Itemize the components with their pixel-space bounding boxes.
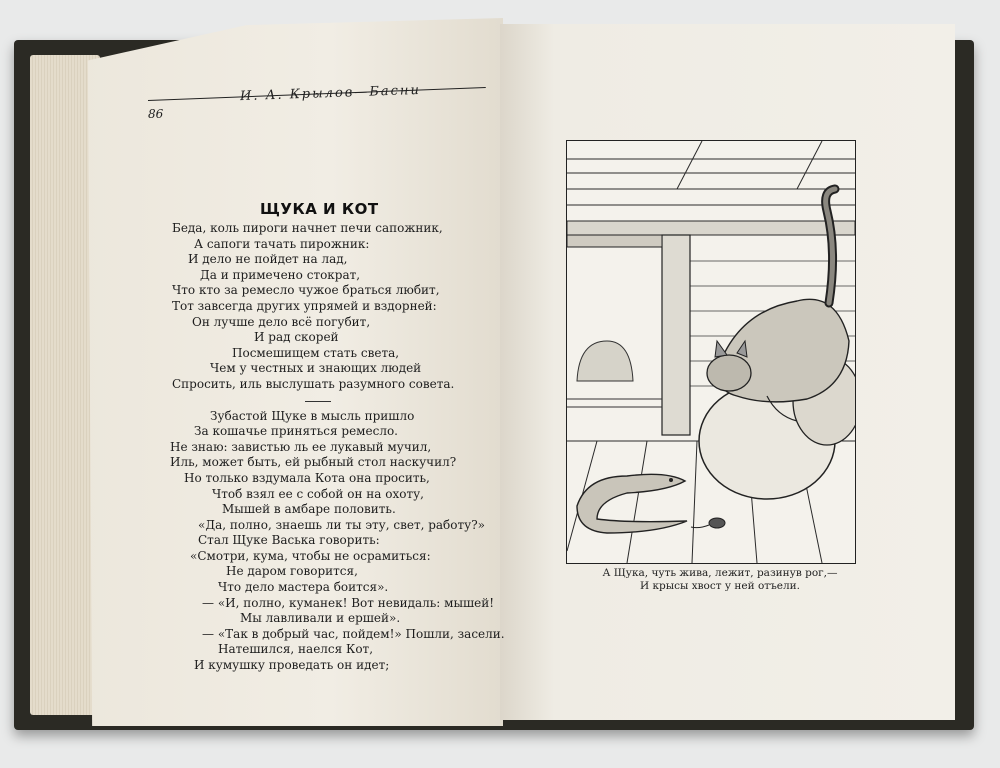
- ceiling-beams: [567, 141, 855, 235]
- wooden-post: [662, 235, 690, 435]
- haystack: [567, 341, 662, 407]
- poem-line: Зубастой Щуке в мысль пришло: [210, 408, 415, 423]
- page-number: 86: [148, 107, 164, 121]
- stanza: [170, 221, 490, 393]
- poem-line: И дело не пойдет на лад,: [188, 252, 348, 267]
- poem-line: Он лучше дело всё погубит,: [192, 314, 371, 329]
- illustration: [566, 140, 856, 564]
- poem-line: «Смотри, кума, чтобы не осрамиться:: [190, 548, 431, 563]
- illustration-caption: [600, 567, 840, 593]
- poem-line: Стал Щуке Васька говорить:: [198, 533, 380, 548]
- poem-line: Да и примечено стократ,: [200, 267, 361, 282]
- poem-line: И кумушку проведать он идет;: [194, 658, 390, 673]
- engraving-cat-and-pike: [567, 141, 855, 563]
- poem-line: Мы лавливали и ершей».: [240, 611, 401, 626]
- poem-line: Что кто за ремесло чужое браться любит,: [172, 283, 440, 298]
- poem-line: Но только вздумала Кота она просить,: [184, 470, 430, 485]
- stanza-divider: [305, 401, 331, 402]
- poem-line: Тот завсегда других упрямей и вздорней:: [172, 298, 437, 313]
- caption-line: И крысы хвост у ней отъели.: [640, 580, 800, 592]
- poem-title: ЩУКА И КОТ: [260, 200, 379, 218]
- poem-line: Что дело мастера боится».: [218, 580, 389, 595]
- poem-line: Не даром говорится,: [226, 564, 358, 579]
- poem-line: — «И, полно, куманек! Вот невидаль: мышей!: [202, 595, 495, 610]
- poem-line: Беда, коль пироги начнет печи сапожник,: [172, 221, 443, 235]
- poem-line: А сапоги тачать пирожник:: [194, 236, 370, 251]
- caption-line: А Щука, чуть жива, лежит, разинув рог,—: [602, 567, 838, 579]
- poem-line: — «Так в добрый час, пойдем!» Пошли, засели.: [202, 626, 505, 641]
- stanza: [170, 408, 505, 674]
- poem-line: Спросить, иль выслушать разумного совета.: [172, 376, 455, 391]
- poem-line: И рад скорей: [254, 330, 339, 345]
- poem-line: Посмешищем стать света,: [232, 345, 400, 360]
- running-head: И. А. Крылов—Басни: [239, 82, 422, 105]
- poem-line: За кошачье приняться ремесло.: [194, 424, 398, 439]
- crossbeam: [567, 235, 662, 247]
- poem-text: [170, 221, 505, 674]
- poem-line: Чем у честных и знающих людей: [210, 361, 422, 376]
- poem-line: «Да, полно, знаешь ли ты эту, свет, работу?»: [198, 517, 485, 532]
- poem-line: Иль, может быть, ей рыбный стол наскучил?: [170, 455, 457, 470]
- rat: [691, 518, 725, 528]
- poem-line: Чтоб взял ее с собой он на охоту,: [212, 486, 424, 501]
- poem-line: Мышей в амбаре половить.: [222, 502, 396, 517]
- poem-line: Не знаю: завистью ль ее лукавый мучил,: [170, 439, 432, 454]
- pike-fish: [577, 474, 687, 533]
- poem-line: Натешился, наелся Кот,: [218, 642, 374, 657]
